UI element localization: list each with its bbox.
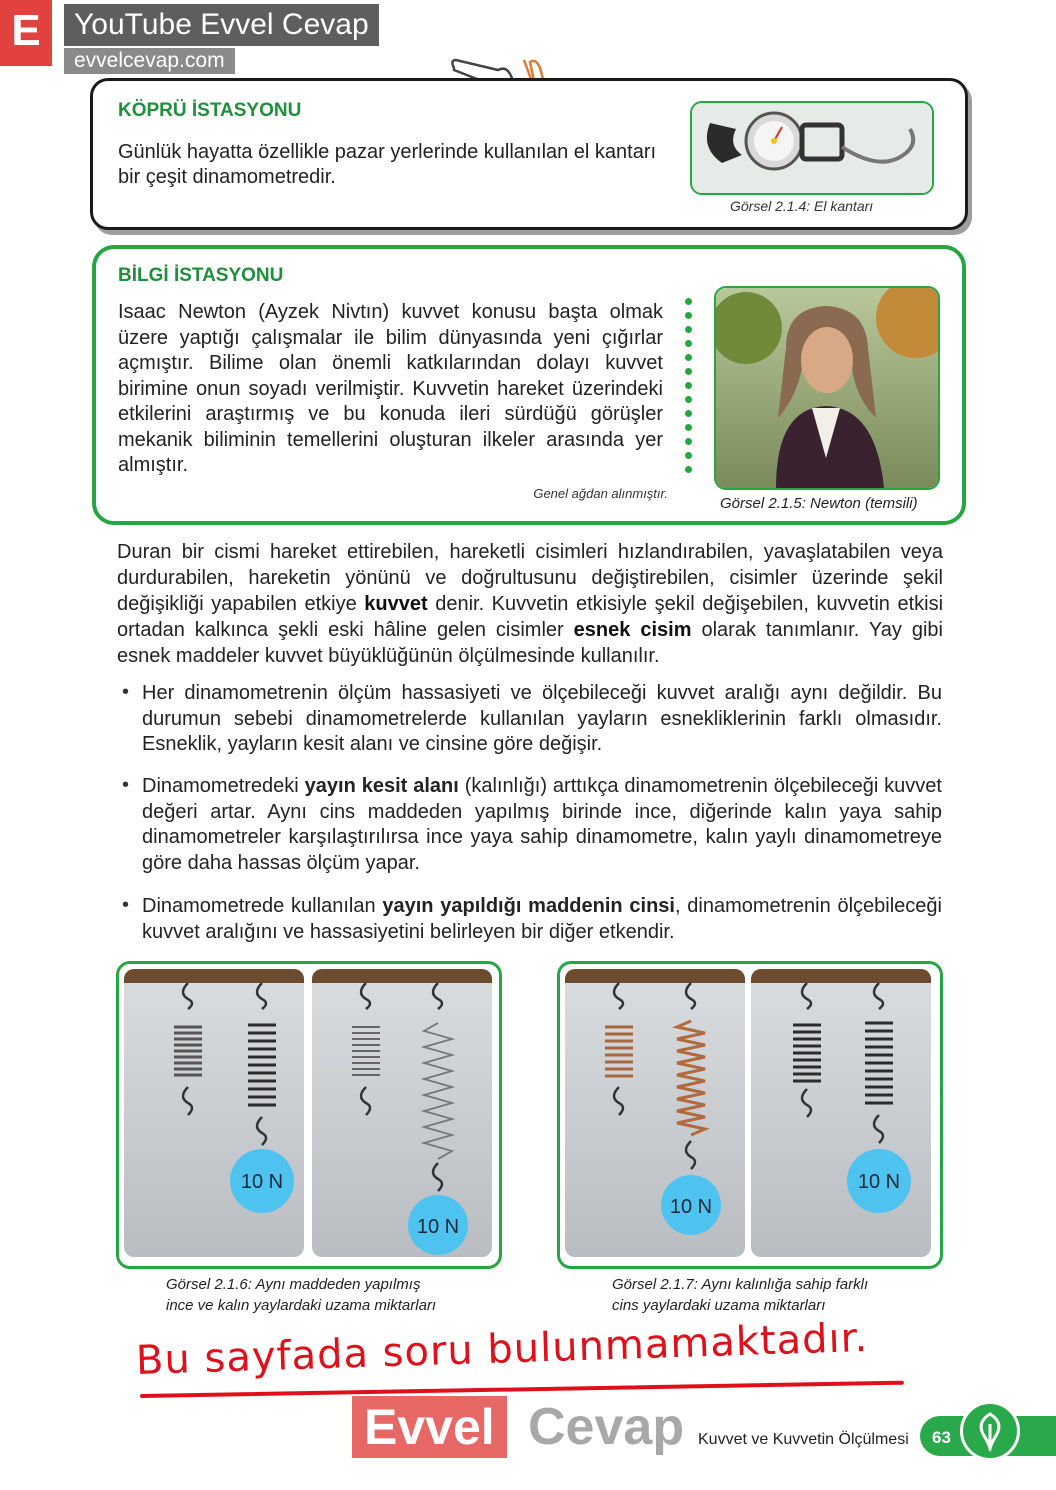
watermark-site: evvelcevap.com — [64, 48, 235, 74]
bilgi-istasyonu-text: Isaac Newton (Ayzek Nivtın) kuvvet konusu başta olmak üzere yaptığı çalışmalar ile bilim dünyasında yeni çığırlar açmıştır. Bilime olan önemli katkılarından dolayı kuvvet birimine onun soyadı verilmiştir. Kuvvetin hareket üzerindeki etkilerini araştırmış ve bu konuda ileri sürdüğü görüşler mekanik biliminin temellerini oluşturan ilkeler arasında yer almıştır. — [118, 301, 663, 476]
fig1-panel-left — [124, 969, 304, 1257]
bullet-icon: • — [122, 681, 130, 703]
figure-2-1-6-caption: Görsel 2.1.6: Aynı maddeden yapılmış ince ve kalın yaylardaki uzama miktarları — [166, 1276, 437, 1314]
brand-evvel: Evvel — [352, 1396, 507, 1458]
el-kantari-caption: Görsel 2.1.4: El kantarı — [730, 198, 874, 214]
term-kuvvet: kuvvet — [364, 593, 428, 615]
chapter-title: Kuvvet ve Kuvvetin Ölçülmesi — [698, 1431, 909, 1448]
weight-label: 10 N — [857, 1171, 901, 1193]
fig1-panel-right — [312, 969, 492, 1257]
bullet-item: Her dinamometrenin ölçüm hassasiyeti ve ölçebileceği kuvvet aralığı aynı değildir. Bu durumun sebebi dinamometrelerde kullanılan yayların esnekliklerinin farklı olmasıdır. Esneklik, yayların kesit alanı ve cinsine göre değişir. — [142, 682, 942, 755]
page-number: 63 — [932, 1428, 951, 1447]
bullet-icon: • — [122, 774, 130, 796]
weight-label: 10 N — [669, 1196, 713, 1218]
el-kantari-image — [690, 101, 934, 195]
handwritten-note: Bu sayfada soru bulunmamaktadır. — [135, 1315, 869, 1384]
bullet-item: Dinamometredeki yayın kesit alanı (kalınlığı) arttıkça dinamometrenin ölçebileceği kuvvet değeri artar. Aynı cins maddeden yapılmış birinde ince, diğerinde kalın yaya sahip dinamometreler karşılaştırılırsa ince yaya sahip dinamometre, kalın yaylı dinamometreye göre daha hassas ölçüm yapar. — [142, 775, 942, 874]
newton-portrait-image — [714, 286, 940, 490]
term-esnek-cisim: esnek cisim — [573, 619, 692, 641]
newton-caption: Görsel 2.1.5: Newton (temsili) — [720, 495, 918, 512]
kopru-istasyonu-text: Günlük hayatta özellikle pazar yerlerinde kullanılan el kantarı bir çeşit dinamometredir. — [118, 141, 657, 188]
bullet-icon: • — [122, 894, 130, 916]
intro-paragraph: Duran bir cismi hareket ettirebilen, hareketli cisimleri hızlandırabilen, yavaşlatabilen veya durdurabilen, hareketin yönünü ve doğrultusunu değiştirebilen, cisimler üzerinde şekil değişikliği yapabilen etkiye kuvvet denir. Kuvvetin etkisiyle şekil değişebilen, kuvvetin etkisi ortadan kalkınca şekli eski hâline gelen cisimler esnek cisim olarak tanımlanır. Yay gibi esnek maddeler kuvvet büyüklüğünün ölçülmesinde kullanılır. — [117, 541, 944, 667]
weight-label: 10 N — [240, 1171, 284, 1193]
dotted-divider — [684, 298, 694, 480]
kopru-istasyonu-title: KÖPRÜ İSTASYONU — [118, 100, 302, 121]
bullet-item: Dinamometrede kullanılan yayın yapıldığı maddenin cinsi, dinamometrenin ölçebileceği kuvvet aralığını ve hassasiyetini belirleyen bir diğer etkendir. — [142, 895, 942, 943]
publisher-logo-icon — [960, 1401, 1020, 1461]
figure-2-1-7-caption: Görsel 2.1.7: Aynı kalınlığa sahip farklı cins yaylardaki uzama miktarları — [612, 1276, 869, 1314]
bilgi-source-note: Genel ağdan alınmıştır. — [533, 486, 668, 501]
weight-label: 10 N — [416, 1216, 460, 1238]
watermark-title: YouTube Evvel Cevap — [64, 4, 379, 46]
fig2-panel-right — [751, 969, 931, 1257]
evvelcevap-logo-badge: E — [0, 0, 52, 66]
bilgi-istasyonu-title: BİLGİ İSTASYONU — [118, 265, 284, 286]
note-underline — [140, 1381, 904, 1398]
fig2-panel-left — [565, 969, 745, 1257]
brand-cevap: Cevap — [528, 1398, 685, 1456]
